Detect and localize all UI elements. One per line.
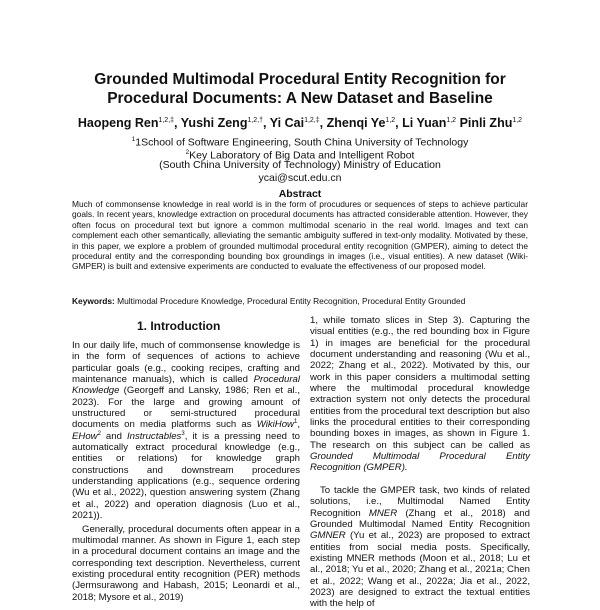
contact-email: ycai@scut.edu.cn bbox=[258, 172, 342, 184]
italic-term: MNER bbox=[368, 507, 398, 519]
keywords-text: Multimodal Procedure Knowledge, Procedural Entity Recognition, Procedural Entity Grounded bbox=[117, 296, 466, 306]
author-mark: 1,2,‡ bbox=[158, 116, 175, 124]
author-mark: 1,2,‡ bbox=[304, 116, 320, 124]
title-line-2: Procedural Documents: A New Dataset and Baseline bbox=[107, 90, 493, 107]
text-run: (Yu et al., 2023) are proposed to extract entities from social media posts. Specifically, existing MNER methods (Moon et al., 2018; Lu et al., 2018; Yu et al., 2020; Zhang et al., 2021a; Chen et al., 2022; Wang et al., 2022a; Jia et al., 2022, 2023) are designed to extract the textual entities with the help of bbox=[310, 530, 530, 610]
text-run: In our daily life, much of commonsense knowledge is in the form of sequences of actions to achieve particular goals (e.g., cooking recipes, crafting and maintenance manuals), which is called bbox=[72, 340, 300, 386]
title-line-1: Grounded Multimodal Procedural Entity Recognition for bbox=[94, 71, 506, 88]
right-column bbox=[310, 315, 530, 610]
keywords-line bbox=[72, 296, 528, 306]
author-mark: 1,2 bbox=[385, 116, 396, 124]
intro-paragraph-4 bbox=[310, 485, 530, 610]
author-name: Pinli Zhu bbox=[459, 116, 513, 130]
affiliation-1-mark: 1 bbox=[131, 136, 136, 143]
text-run: (Georgeff and Lansky, 1986; Ren et al., 2023). For the large and growing amount of unstructured or semi-structured procedural documents on media platforms such as bbox=[72, 385, 300, 431]
affiliation-1-text: 1School of Software Engineering, South China University of Technology bbox=[135, 136, 469, 149]
text-run: To tackle the GMPER task, two kinds of related solutions, i.e., Multimodal Named Entity Recognition bbox=[310, 484, 530, 519]
italic-term: GMNER bbox=[310, 530, 346, 542]
affiliation-2-text: Key Laboratory of Big Data and Intelligent Robot bbox=[189, 149, 415, 162]
author-name: Zhenqi Ye bbox=[326, 116, 386, 130]
intro-paragraph-1: In our daily life, much of commonsense knowledge is in the form of sequences of actions to achieve particular goals (e.g., cooking recipes, crafting and maintenance manuals), which is called Procedural Knowledge (Georgeff and Lansky, 1986; Ren et al., 2023). For the large and growing amount of unstructured or semi-structured procedural documents on media platforms such as WikiHow$^1$, EHow$^2$ and Instructables$^3$, it is a pressing need to automatically extract procedural knowledge (e.g., entities or relations) for knowledge graph constructions and downstream procedures understanding applications (e.g., sequence ordering (Wu et al., 2022), question answering system (Zhang et al., 2022) and operation diagnosis (Luo et al., 2021)). bbox=[72, 340, 300, 522]
text-run: 1, while tomato slices in Step 3). Capturing the visual entities (e.g., the red bounding box in Figure 1) in images are beneficial for the procedural document understanding and reasoning (Wu et al., 2022; Zhang et al., 2022). Motivated by this, our work in this paper considers a multimodal setting where the multimodal procedural knowledge extraction system not only detects the procedural entities from the procedural text description but also links the procedural entities to their corresponding bounding boxes in images, as shown in Figure 1. The research on this subject can be called as bbox=[310, 315, 530, 451]
intro-paragraph-2: Generally, procedural documents often appear in a multimodal manner. As shown in Figure 1, each step in a procedural document contains an image and the corresponding text description. Nevertheless, current existing procedural entity recognition (PER) methods (Jermsurawong and Habash, 2015; Leonardi et al., 2018; Mysore et al., 2019) bbox=[72, 523, 300, 603]
paper-title bbox=[40, 70, 560, 108]
text-run: and bbox=[100, 430, 127, 442]
abstract-heading: Abstract bbox=[278, 188, 322, 200]
italic-term: Procedural Knowledge bbox=[72, 374, 300, 397]
author-list: Haopeng Ren$^{1,2,\ddagger}$, Yushi Zeng$^{1,2,\dagger}$, Yi Cai$^{1,2,\ddagger}$, Zhenqi Ye$^{1,2}$, Li Yuan$^{1,2}$ Pinli Zhu$^{1,2}$ bbox=[77, 116, 523, 130]
author-name: Li Yuan bbox=[402, 116, 447, 130]
author-mark: 1,2 bbox=[512, 116, 523, 124]
italic-term: Instructables bbox=[126, 430, 182, 442]
italic-term: Grounded Multimodal Procedural Entity Recognition (GMPER). bbox=[310, 451, 530, 474]
left-column bbox=[72, 340, 300, 603]
affiliation-3: (South China University of Technology) Ministry of Education bbox=[159, 159, 441, 171]
text-run: , it is a pressing need to automatically extract procedural knowledge (e.g., entities or relations) for knowledge graph constructions and downstream procedures understanding applications (e.g., sequence ordering (Wu et al., 2022), question answering system (Zhang et al., 2022) and operation diagnosis (Luo et al., 2021)). bbox=[72, 430, 300, 522]
italic-term: WikiHow bbox=[256, 419, 294, 431]
intro-paragraph-3 bbox=[310, 315, 530, 474]
footnote-mark: 2 bbox=[97, 430, 101, 437]
keywords-label: Keywords: bbox=[72, 296, 115, 306]
footnote-mark: 1 bbox=[293, 419, 298, 426]
affiliation-2-mark: 2 bbox=[185, 149, 190, 156]
italic-term: EHow bbox=[72, 430, 98, 442]
author-name: Haopeng Ren bbox=[77, 116, 159, 130]
author-name: Yushi Zeng bbox=[180, 116, 248, 130]
author-mark: 1,2,† bbox=[247, 116, 264, 124]
author-name: Yi Cai bbox=[269, 116, 305, 130]
author-mark: 1,2 bbox=[446, 116, 457, 124]
section-heading-introduction: 1. Introduction bbox=[137, 319, 221, 333]
text-run: (Zhang et al., 2018) and Grounded Multimodal Named Entity Recognition bbox=[310, 507, 530, 530]
abstract-text: Much of commonsense knowledge in real world is in the form of procudures or sequences of steps to achieve particular goals. In recent years, knowledge extraction on procedural documents has attracted considerable attention. However, they often focus on procedural text but ignore a common multimodal scenario in the real world. Images and text can complement each other semantically, alleviating the semantic ambiguity suffered in text-only modality. Motivated by these, in this paper, we explore a problem of grounded multimodal procedural entity recognition (GMPER), aiming to detect the procedural entity and the corresponding bounding box groundings in images (i.e., visual entities). A new dataset (Wiki-GMPER) is built and extensive experiments are conducted to evaluate the effectiveness of our proposed model. bbox=[72, 199, 528, 272]
footnote-mark: 3 bbox=[181, 430, 185, 437]
